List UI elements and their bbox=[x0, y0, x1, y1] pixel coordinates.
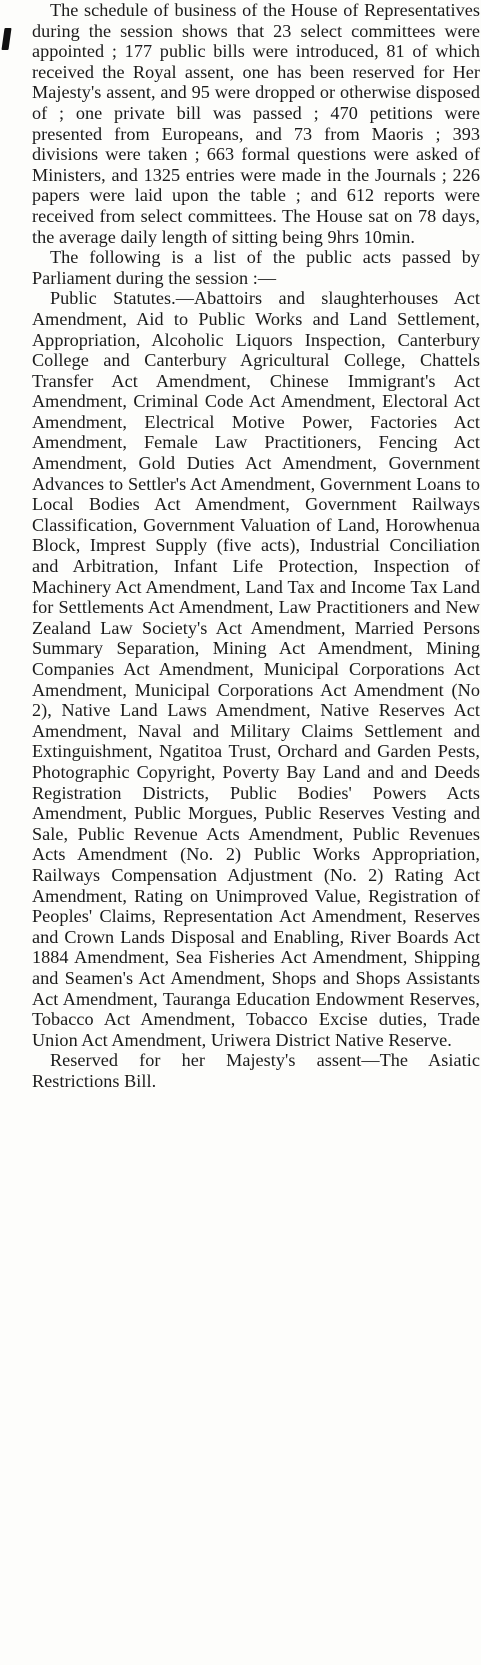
paragraph-reserved-bill: Reserved for her Majesty's assent—The Asiatic Restrictions Bill. bbox=[32, 1050, 480, 1091]
paragraph-session-summary: The schedule of business of the House of Representatives during the session shows that 23 select committees were appointed ; 177 public bills were introduced, 81 of which received the Royal assent, one has been reserved for Her Majesty's assent, and 95 were dropped or otherwise disposed of ; one private bill was passed ; 470 petitions were presented from Europeans, and 73 from Maoris ; 393 divisions were taken ; 663 formal questions were asked of Ministers, and 1325 entries were made in the Journals ; 226 papers were laid upon the table ; and 612 reports were received from select committees. The House sat on 78 days, the average daily length of sitting being 9hrs 10min. bbox=[32, 0, 480, 247]
paragraph-public-statutes: Public Statutes.—Abattoirs and slaughterhouses Act Amendment, Aid to Public Works and Land Settlement, Appropriation, Alcoholic Liquors Inspection, Canterbury College and Canterbury Agricultural College, Chattels Transfer Act Amendment, Chinese Immigrant's Act Amendment, Criminal Code Act Amendment, Electoral Act Amendment, Electrical Motive Power, Factories Act Amendment, Female Law Practitioners, Fencing Act Amendment, Gold Duties Act Amendment, Government Advances to Settler's Act Amendment, Government Loans to Local Bodies Act Amendment, Government Railways Classification, Government Valuation of Land, Horowhenua Block, Imprest Supply (five acts), Industrial Conciliation and Arbitration, Infant Life Protection, Inspection of Machinery Act Amendment, Land Tax and Income Tax Land for Settlements Act Amendment, Law Practitioners and New Zealand Law Society's Act Amendment, Married Persons Summary Separation, Mining Act Amendment, Mining Companies Act Amendment, Municipal Corporations Act Amendment, Municipal Corporations Act Amendment (No 2), Native Land Laws Amendment, Native Reserves Act Amendment, Naval and Military Claims Settlement and Extinguishment, Ngatitoa Trust, Orchard and Garden Pests, Photographic Copyright, Poverty Bay Land and and Deeds Registration Districts, Public Bodies' Powers Acts Amendment, Public Morgues, Public Reserves Vesting and Sale, Public Revenue Acts Amendment, Public Revenues Acts Amendment (No. 2) Public Works Appropriation, Railways Compensation Adjustment (No. 2) Rating Act Amendment, Rating on Unimproved Value, Registration of Peoples' Claims, Representation Act Amendment, Reserves and Crown Lands Disposal and Enabling, River Boards Act 1884 Amendment, Sea Fisheries Act Amendment, Shipping and Seamen's Act Amendment, Shops and Shops Assistants Act Amendment, Tauranga Education Endowment Reserves, Tobacco Act Amendment, Tobacco Excise duties, Trade Union Act Amendment, Uriwera District Native Reserve. bbox=[32, 288, 480, 1050]
margin-ink-mark bbox=[1, 28, 11, 50]
paragraph-acts-intro: The following is a list of the public acts passed by Parliament during the session :— bbox=[32, 247, 480, 288]
article-column bbox=[32, 0, 480, 1091]
